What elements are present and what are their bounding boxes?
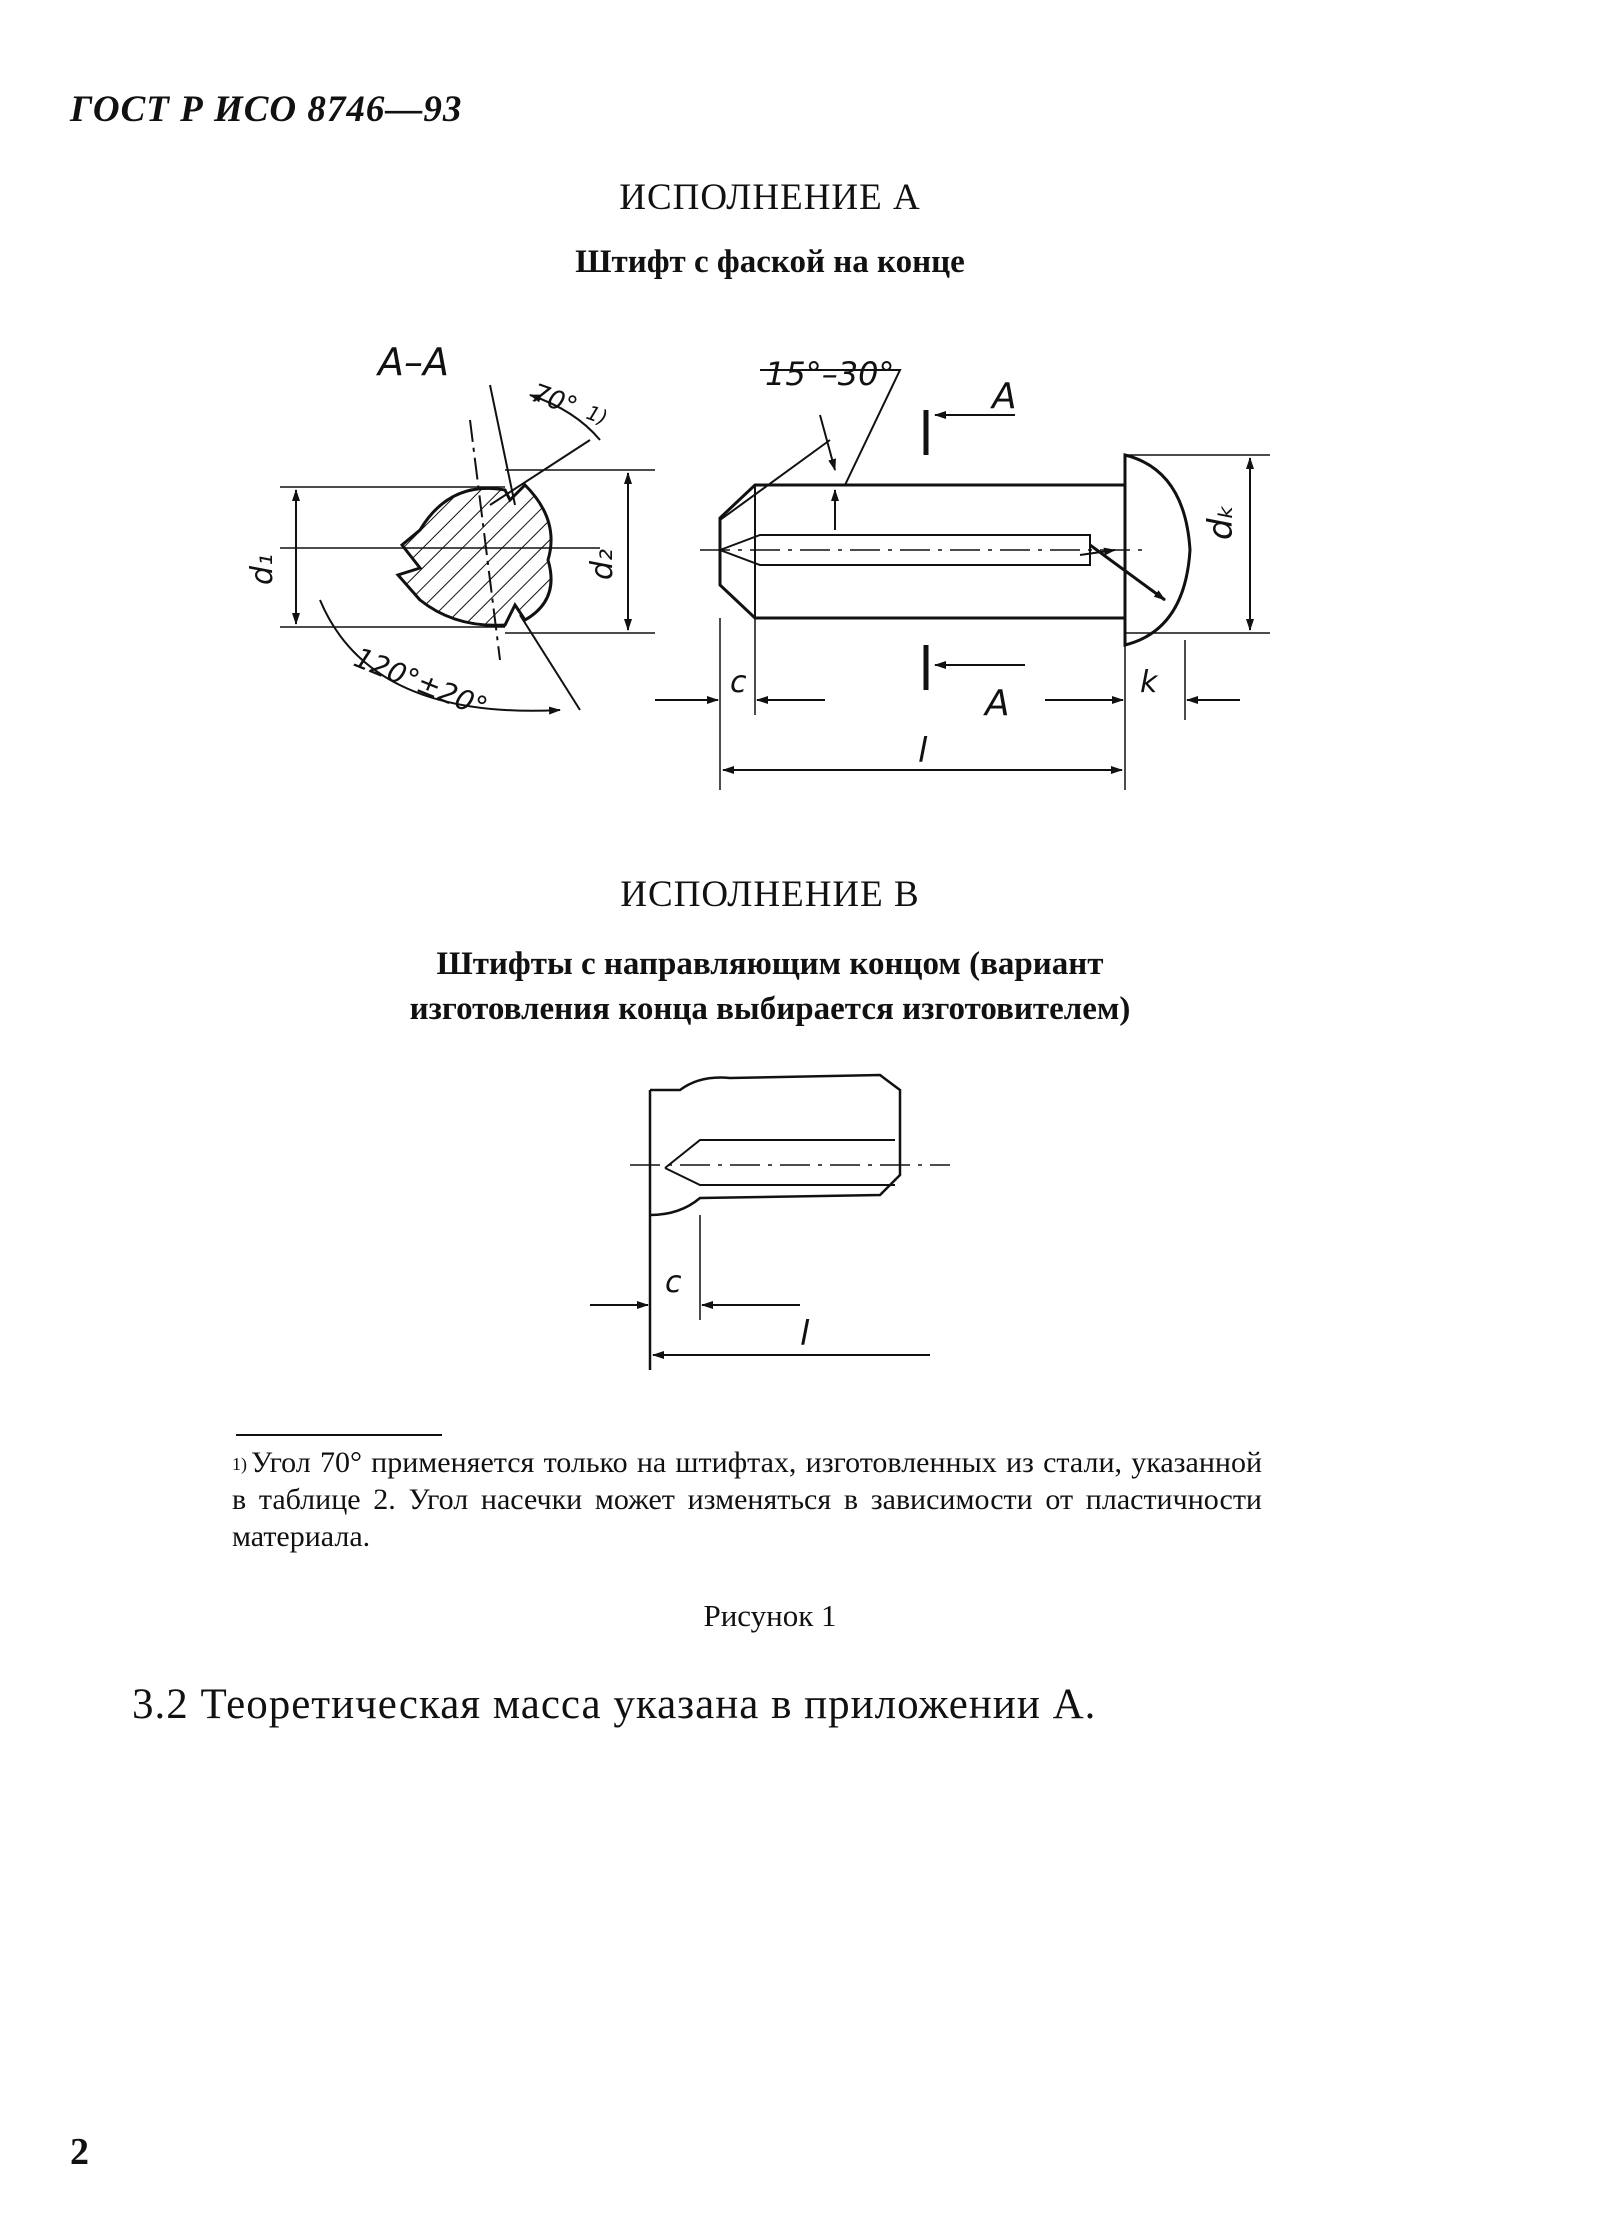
- angle-70-label: 70°: [527, 378, 582, 423]
- section-b-subtitle-line2: изготовления конца выбирается изготовителем): [409, 991, 1131, 1027]
- l-label-b: l: [800, 1314, 810, 1354]
- c-label-a: c: [730, 665, 747, 700]
- cross-section-a-a: [280, 385, 655, 711]
- k-label: k: [1140, 665, 1158, 700]
- l-label-a: l: [918, 731, 928, 771]
- section-label: А–А: [378, 340, 449, 384]
- figure-caption: Рисунок 1: [703, 1598, 837, 1633]
- pin-side-view: [655, 370, 1270, 790]
- footnote-marker: 1): [232, 1454, 247, 1474]
- section-b-title: ИСПОЛНЕНИЕ В: [620, 874, 920, 915]
- document-header: ГОСТ Р ИСО 8746—93: [70, 89, 463, 130]
- c-label-b: c: [665, 1265, 682, 1300]
- footnote-text: Угол 70° применяется только на штифтах, изготовленных из стали, указанной в таблице 2. Угол насечки может изменяться в зависимости от пластичности материала.: [232, 1446, 1262, 1553]
- dk-label: dₖ: [1201, 503, 1241, 540]
- footnote-rule: [236, 1434, 442, 1436]
- paragraph-3-2: 3.2 Теоретическая масса указана в приложении А.: [132, 1681, 1097, 1728]
- section-a-title: ИСПОЛНЕНИЕ А: [619, 177, 921, 218]
- cut-label-bottom: А: [985, 683, 1010, 724]
- chamfer-angle-label: 15°–30°: [765, 355, 895, 393]
- footnote: [232, 1444, 1262, 1555]
- page-number: 2: [70, 2131, 89, 2173]
- section-a-subtitle: Штифт с фаской на конце: [575, 244, 965, 280]
- cut-label-top: А: [992, 376, 1017, 417]
- d2-label: d₂: [585, 548, 620, 580]
- angle-70-note: 1): [583, 400, 611, 430]
- d1-label: d₁: [245, 553, 280, 585]
- pin-b-view: [590, 1075, 950, 1370]
- angle-120-label: 120°±20°: [349, 640, 493, 725]
- section-b-subtitle-line1: Штифты с направляющим концом (вариант: [436, 946, 1104, 982]
